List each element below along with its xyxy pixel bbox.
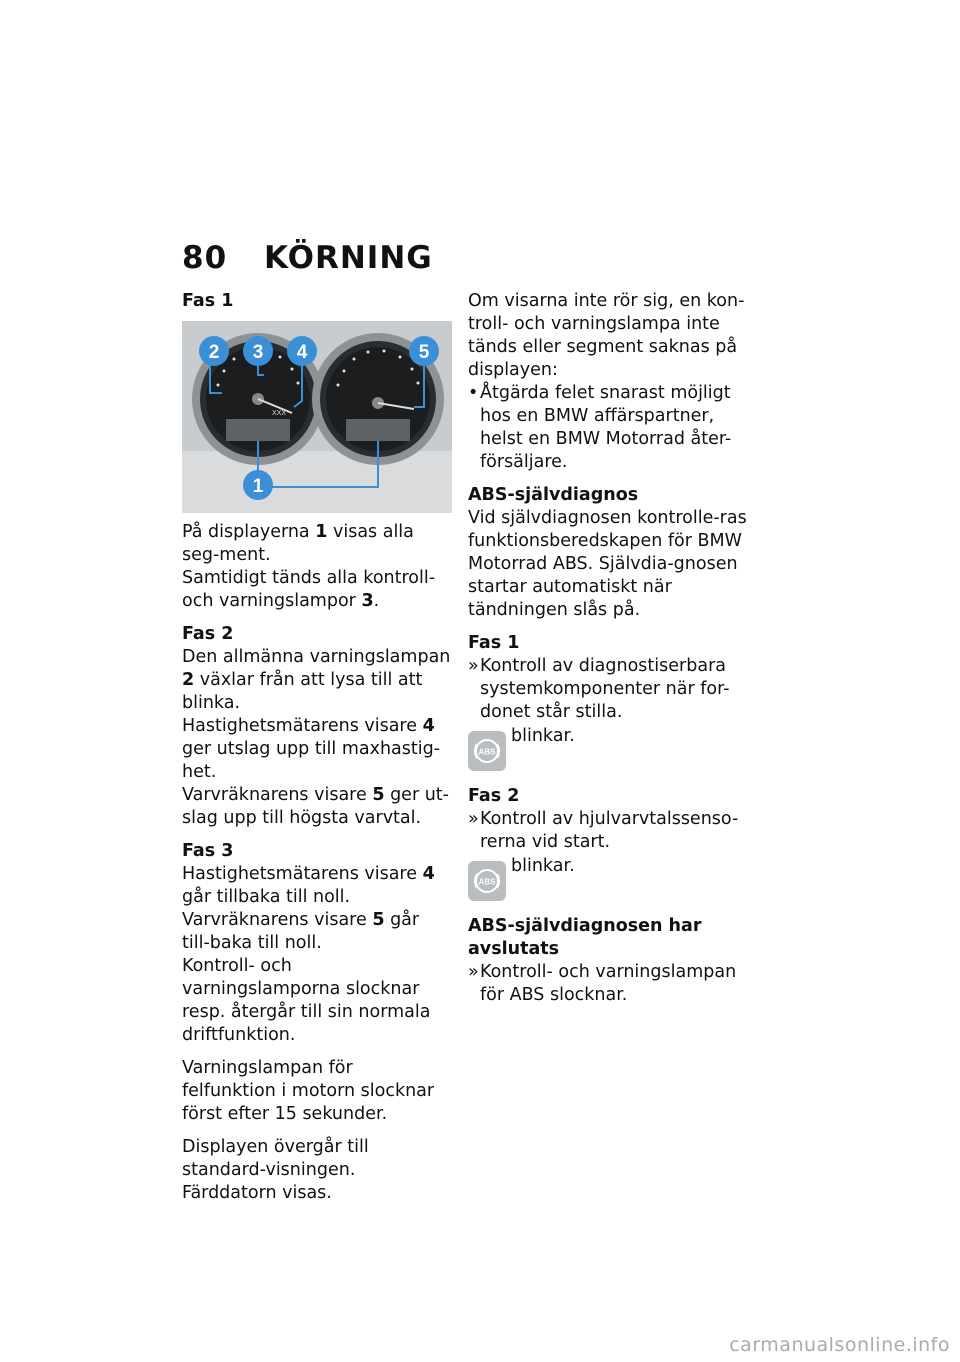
phase1-paragraph-a: På displayerna 1 visas alla seg-ment. [182, 522, 414, 565]
instrument-cluster-illustration [182, 321, 452, 513]
section-title: KÖRNING [264, 240, 433, 276]
phase3-paragraph-3: Kontroll- och varningslamporna slocknar resp. återgår till sin normala driftfunktion. [182, 956, 431, 1045]
blinkar-label-1: blinkar. [511, 726, 575, 746]
display-readout: XXX [272, 410, 287, 417]
abs-phase2-indicator [468, 855, 748, 905]
action-mark: » [468, 809, 479, 829]
abs-phase1-indicator [468, 725, 748, 775]
abs-done-heading: ABS-självdiagnosen har avslutats [468, 916, 702, 959]
abs-warning-icon [468, 731, 506, 771]
phase2-heading: Fas 2 [182, 624, 234, 644]
bullet-item: • Åtgärda felet snarast möjligt hos en BMW affärspartner, helst en BMW Motorrad åter-försäljare. [468, 383, 732, 472]
action-mark: » [468, 656, 479, 676]
phase3-paragraph-2: Varvräknarens visare 5 går till-baka till noll. [182, 910, 420, 953]
phase1-heading: Fas 1 [182, 291, 234, 311]
display-paragraph: Displayen övergår till standard-visningen. Färddatorn visas. [182, 1137, 369, 1203]
callout-5: 5 [418, 342, 430, 363]
phase2-paragraph-2: Hastighetsmätarens visare 4 ger utslag upp till maxhastig-het. [182, 716, 441, 782]
abs-done-action: » Kontroll- och varningslampan för ABS slocknar. [468, 962, 737, 1005]
abs-phase1-heading: Fas 1 [468, 633, 520, 653]
phase1-paragraph-b: Samtidigt tänds alla kontroll- och varningslampor 3. [182, 568, 436, 611]
callout-1: 1 [252, 476, 264, 497]
phase2-paragraph-1: Den allmänna varningslampan 2 växlar från att lysa till att blinka. [182, 647, 451, 713]
abs-phase2-heading: Fas 2 [468, 786, 520, 806]
abs-warning-icon [468, 861, 506, 901]
abs-heading: ABS-självdiagnos [468, 485, 639, 505]
left-column [182, 290, 452, 1205]
callout-2: 2 [208, 342, 220, 363]
bullet-mark: • [468, 383, 479, 403]
callout-4: 4 [296, 342, 308, 363]
action-mark: » [468, 962, 479, 982]
intro-paragraph: Om visarna inte rör sig, en kon-troll- och varningslampa inte tänds eller segment saknas på displayen: [468, 291, 745, 380]
right-column [468, 290, 748, 1007]
abs-paragraph: Vid självdiagnosen kontrolle-ras funktionsberedskapen för BMW Motorrad ABS. Självdia-gnosen startar automatiskt när tändningen slås på. [468, 508, 747, 620]
instrument-cluster-figure [182, 321, 452, 513]
abs-phase2-action: » Kontroll av hjulvarvtalssenso-rerna vid start. [468, 809, 739, 852]
blinkar-label-2: blinkar. [511, 856, 575, 876]
phase3-heading: Fas 3 [182, 841, 234, 861]
engine-warning-paragraph: Varningslampan för felfunktion i motorn slocknar först efter 15 sekunder. [182, 1058, 435, 1124]
page-header [182, 240, 433, 276]
watermark: carmanualsonline.info [729, 1334, 950, 1356]
callout-3: 3 [252, 342, 264, 363]
svg-text:ABS: ABS [478, 747, 496, 757]
page-number: 80 [182, 240, 228, 276]
svg-text:ABS: ABS [478, 877, 496, 887]
phase2-paragraph-3: Varvräknarens visare 5 ger ut-slag upp till högsta varvtal. [182, 785, 449, 828]
abs-phase1-action: » Kontroll av diagnostiserbara systemkomponenter när for-donet står stilla. [468, 656, 730, 722]
phase3-paragraph-1: Hastighetsmätarens visare 4 går tillbaka till noll. [182, 864, 435, 907]
